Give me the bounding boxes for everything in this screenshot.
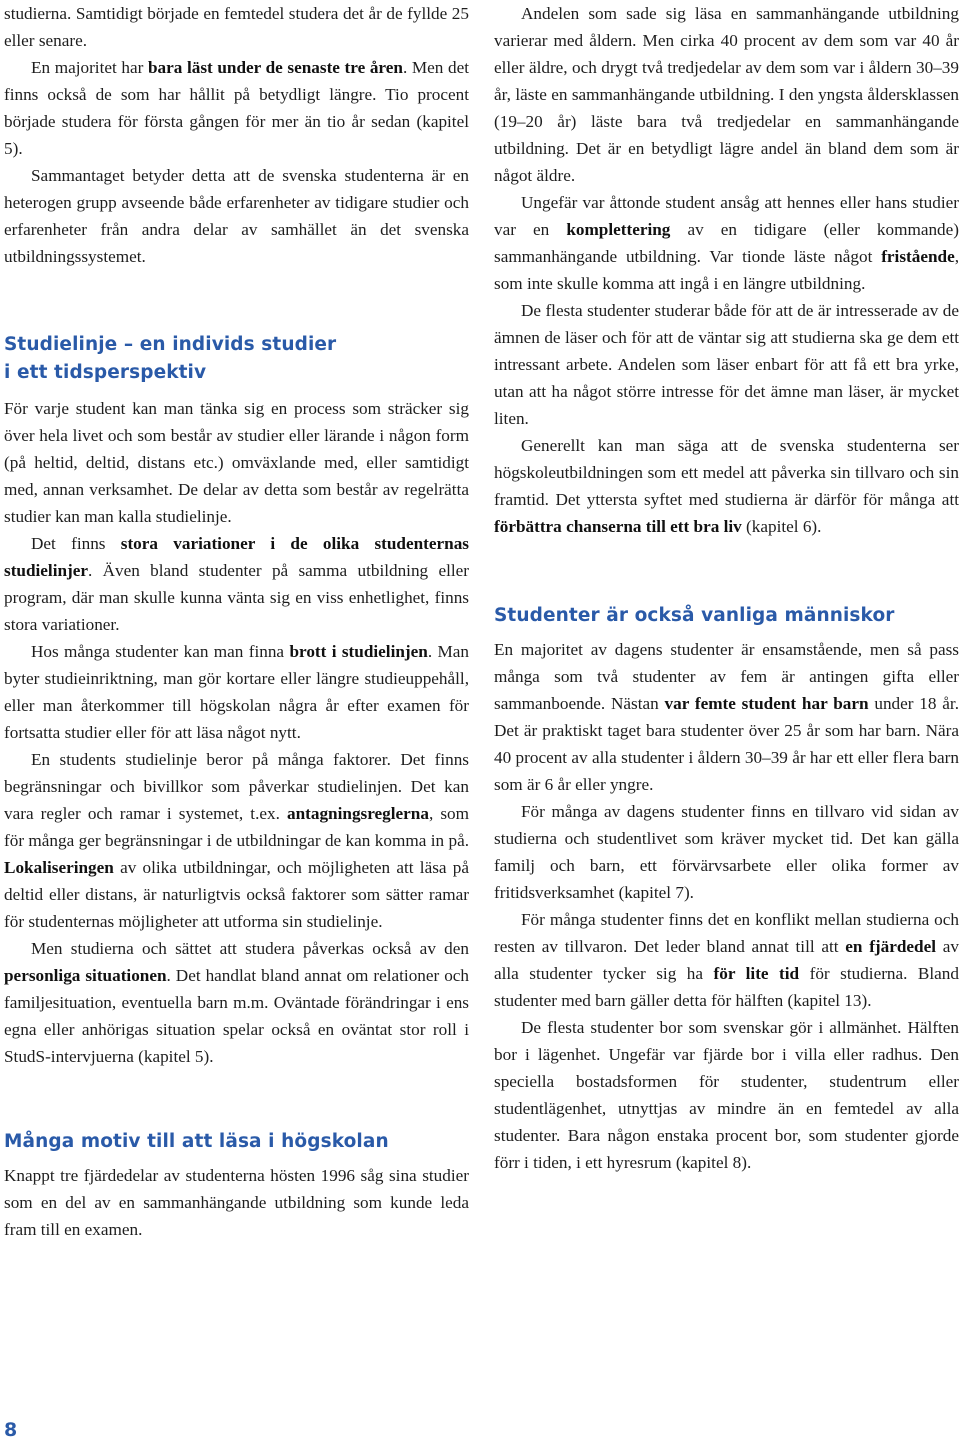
emphasis-text: brott i studielinjen xyxy=(289,642,428,661)
emphasis-text: stora variationer i de olika studenternas studielinjer xyxy=(4,534,469,580)
paragraph: De flesta studenter studerar både för att de är intresserade av de ämnen de läser och för att de väntar sig att studierna ska ge dem ett intressant arbete. Andelen som läser enbart för att få ett bra yrke, utan att ha något större intresse för det ämne man läser, är mycket liten. xyxy=(494,301,959,428)
emphasis-text: personliga situationen xyxy=(4,966,167,985)
paragraph: Ungefär var åttonde student ansåg att hennes eller hans studier var en komplettering av en tidigare (eller kommande) sammanhängande utbildning. Var tionde läste något fristående, som inte skulle komma att ingå i en längre utbildning. xyxy=(494,193,960,293)
left-column xyxy=(4,0,469,1243)
paragraph: Knappt tre fjärdedelar av studenterna hösten 1996 såg sina studier som en del av en sammanhängande utbildning som kunde leda fram till en examen. xyxy=(4,1166,469,1239)
emphasis-text: Lokaliseringen xyxy=(4,858,114,877)
section-heading-motiv: Många motiv till att läsa i högskolan xyxy=(4,1131,389,1152)
paragraph: En majoritet av dagens studenter är ensamstående, men så pass många som två studenter av fem är antingen gifta eller sammanboende. Nästan var femte student har barn under 18 år. Det är praktiskt taget bara studenter över 25 år som har barn. Nära 40 procent av alla studenter i åldern 30–39 år har ett eller flera barn som är 6 år eller yngre. xyxy=(494,640,960,794)
right-column xyxy=(494,0,959,1176)
emphasis-text: en fjärdedel xyxy=(845,937,937,956)
paragraph: För varje student kan man tänka sig en process som sträcker sig över hela livet och som består av studier eller lärande i någon form (på heltid, deltid, distans etc.) omväxlande med, eller samtidigt med, annan verksamhet. De delar av detta som består av regelrätta studier kan man kalla studielinje. xyxy=(4,399,469,526)
paragraph: En students studielinje beror på många faktorer. Det finns begränsningar och bivillkor som påverkar studielinjen. Det kan vara regler och ramar i systemet, t.ex. antagningsreglerna, som för många ger begränsningar i de utbildningar de kan komma in på. Lokaliseringen av olika utbildningar, och möjligheten att läsa på deltid eller distans, är naturligtvis också faktorer som sätter ramar för studenternas möjligheter att utforma sin studielinje. xyxy=(4,750,469,931)
paragraph: Det finns stora variationer i de olika studenternas studielinjer. Även bland studenter på samma utbildning eller program, där man skulle kunna vänta sig en viss enhetlighet, finns stora variationer. xyxy=(4,534,469,634)
paragraph: För många av dagens studenter finns en tillvaro vid sidan av studierna och studentlivet som kräver mycket tid. Det kan gälla familj och barn, ett förvärvsarbete eller olika former av fritidsverksamhet (kapitel 7). xyxy=(494,802,959,902)
page-number: 8 xyxy=(4,1419,18,1441)
emphasis-text: var femte student har barn xyxy=(664,694,869,713)
paragraph: Men studierna och sättet att studera påverkas också av den personliga situationen. Det handlat bland annat om relationer och familjesituation, eventuella barn m.m. Oväntade förändringar i ens egna eller anhörigas situation spelar också en oväntat stor roll i StudS-intervjuerna (kapitel 5). xyxy=(4,939,470,1066)
paragraph: studierna. Samtidigt började en femtedel studera det år de fyllde 25 eller senare. xyxy=(4,4,469,50)
paragraph: Andelen som sade sig läsa en sammanhängande utbildning varierar med åldern. Men cirka 40 procent av dem som var 40 år eller äldre, och drygt två tredjedelar av dem som var i åldern 30–39 år, läste en sammanhängande utbildning. I den yngsta åldersklassen (19–20 år) läste bara två tredjedelar en sammanhängande utbildning. Det är en betydligt lägre andel än bland dem som är något äldre. xyxy=(494,4,959,185)
paragraph: De flesta studenter bor som svenskar gör i allmänhet. Hälften bor i lägenhet. Ungefär var fjärde bor i villa eller radhus. Den speciella bostadsformen för studenter, studentrum eller studentlägenhet, utnyttjas av mindre än en femtedel av alla studenter. Bara någon enstaka procent bor, som studenter gjorde förr i tiden, i ett hyresrum (kapitel 8). xyxy=(494,1018,959,1172)
paragraph: En majoritet har bara läst under de senaste tre åren. Men det finns också de som har hållit på betydligt längre. Tio procent började studera för första gången för mer än tio år sedan (kapitel 5). xyxy=(4,58,469,158)
emphasis-text: bara läst under de senaste tre åren xyxy=(147,58,403,77)
emphasis-text: komplettering xyxy=(566,220,671,239)
section-heading-studielinje xyxy=(4,331,469,387)
emphasis-text: förbättra chanserna till ett bra liv xyxy=(494,517,742,536)
heading-line: Studielinje – en individs studier xyxy=(4,334,337,355)
paragraph: Sammantaget betyder detta att de svenska studenterna är en heterogen grupp avseende både erfarenheter av tidigare studier och erfarenheter från andra delar av samhället än det svenska utbildningssystemet. xyxy=(4,166,469,266)
heading-line: i ett tidsperspektiv xyxy=(4,362,207,383)
paragraph: Generellt kan man säga att de svenska studenterna ser högskoleutbildningen som ett medel att påverka sin tillvaro och sin framtid. Det yttersta syftet med studierna är därför för många att förbättra chanserna till ett bra liv (kapitel 6). xyxy=(494,436,959,536)
emphasis-text: antagningsreglerna xyxy=(286,804,429,823)
emphasis-text: för lite tid xyxy=(713,964,800,983)
paragraph: För många studenter finns det en konflikt mellan studierna och resten av tillvaron. Det leder bland annat till att en fjärdedel av alla studenter tycker sig ha för lite tid för studierna. Bland studenter med barn gäller detta för hälften (kapitel 13). xyxy=(494,910,959,1010)
paragraph: Hos många studenter kan man finna brott i studielinjen. Man byter studieinriktning, man gör kortare eller längre studieuppehåll, eller man återkommer till högskolan några år efter examen för fortsatta studier eller för att läsa något nytt. xyxy=(4,642,469,742)
section-heading-vanliga-manniskor: Studenter är också vanliga människor xyxy=(494,605,895,626)
emphasis-text: fristående xyxy=(881,247,955,266)
